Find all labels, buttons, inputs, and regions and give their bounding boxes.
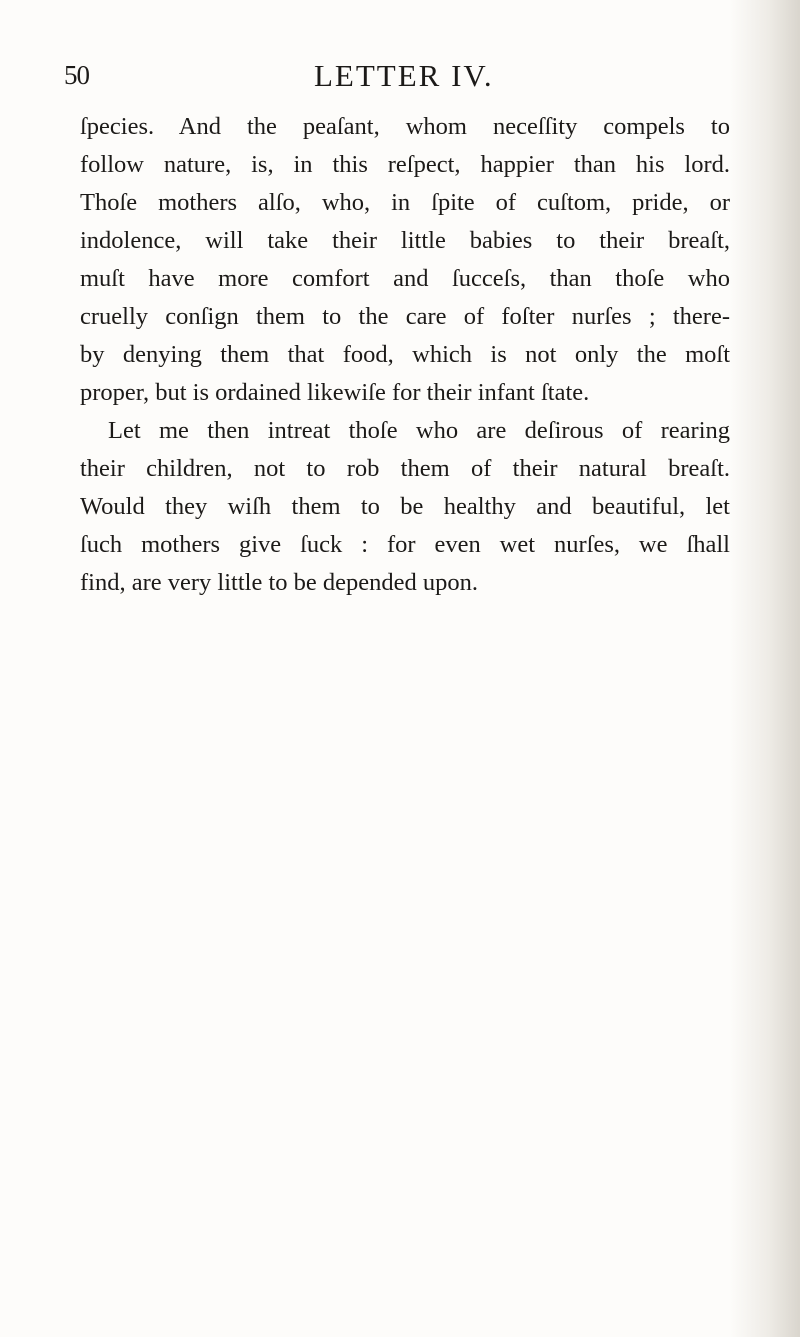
text-line: indolence, will take their little babies to their breaſt, [80,227,730,254]
body-text [80,108,730,602]
text-line: follow nature, is, in this reſpect, happier than his lord. [80,151,730,178]
text-line-paragraph-start: Let me then intreat thoſe who are deſirous of rearing [108,417,730,444]
text-line: muſt have more comfort and ſucceſs, than thoſe who [80,265,730,292]
running-title: LETTER IV. [314,58,494,93]
text-line: Thoſe mothers alſo, who, in ſpite of cuſtom, pride, or [80,189,730,216]
text-line: ſuch mothers give ſuck : for even wet nurſes, we ſhall [80,531,730,558]
text-line: cruelly conſign them to the care of foſter nurſes ; there- [80,303,730,330]
page-gutter-shadow [730,0,800,1337]
text-line: ſpecies. And the peaſant, whom neceſſity compels to [80,113,730,140]
text-line: Would they wiſh them to be healthy and beautiful, let [80,493,730,520]
text-line: find, are very little to be depended upon. [80,569,478,596]
text-line: by denying them that food, which is not only the moſt [80,341,730,368]
page-number: 50 [64,60,89,90]
text-line: their children, not to rob them of their natural breaſt. [80,455,730,482]
running-head [64,58,724,92]
text-line: proper, but is ordained likewiſe for their infant ſtate. [80,379,590,406]
